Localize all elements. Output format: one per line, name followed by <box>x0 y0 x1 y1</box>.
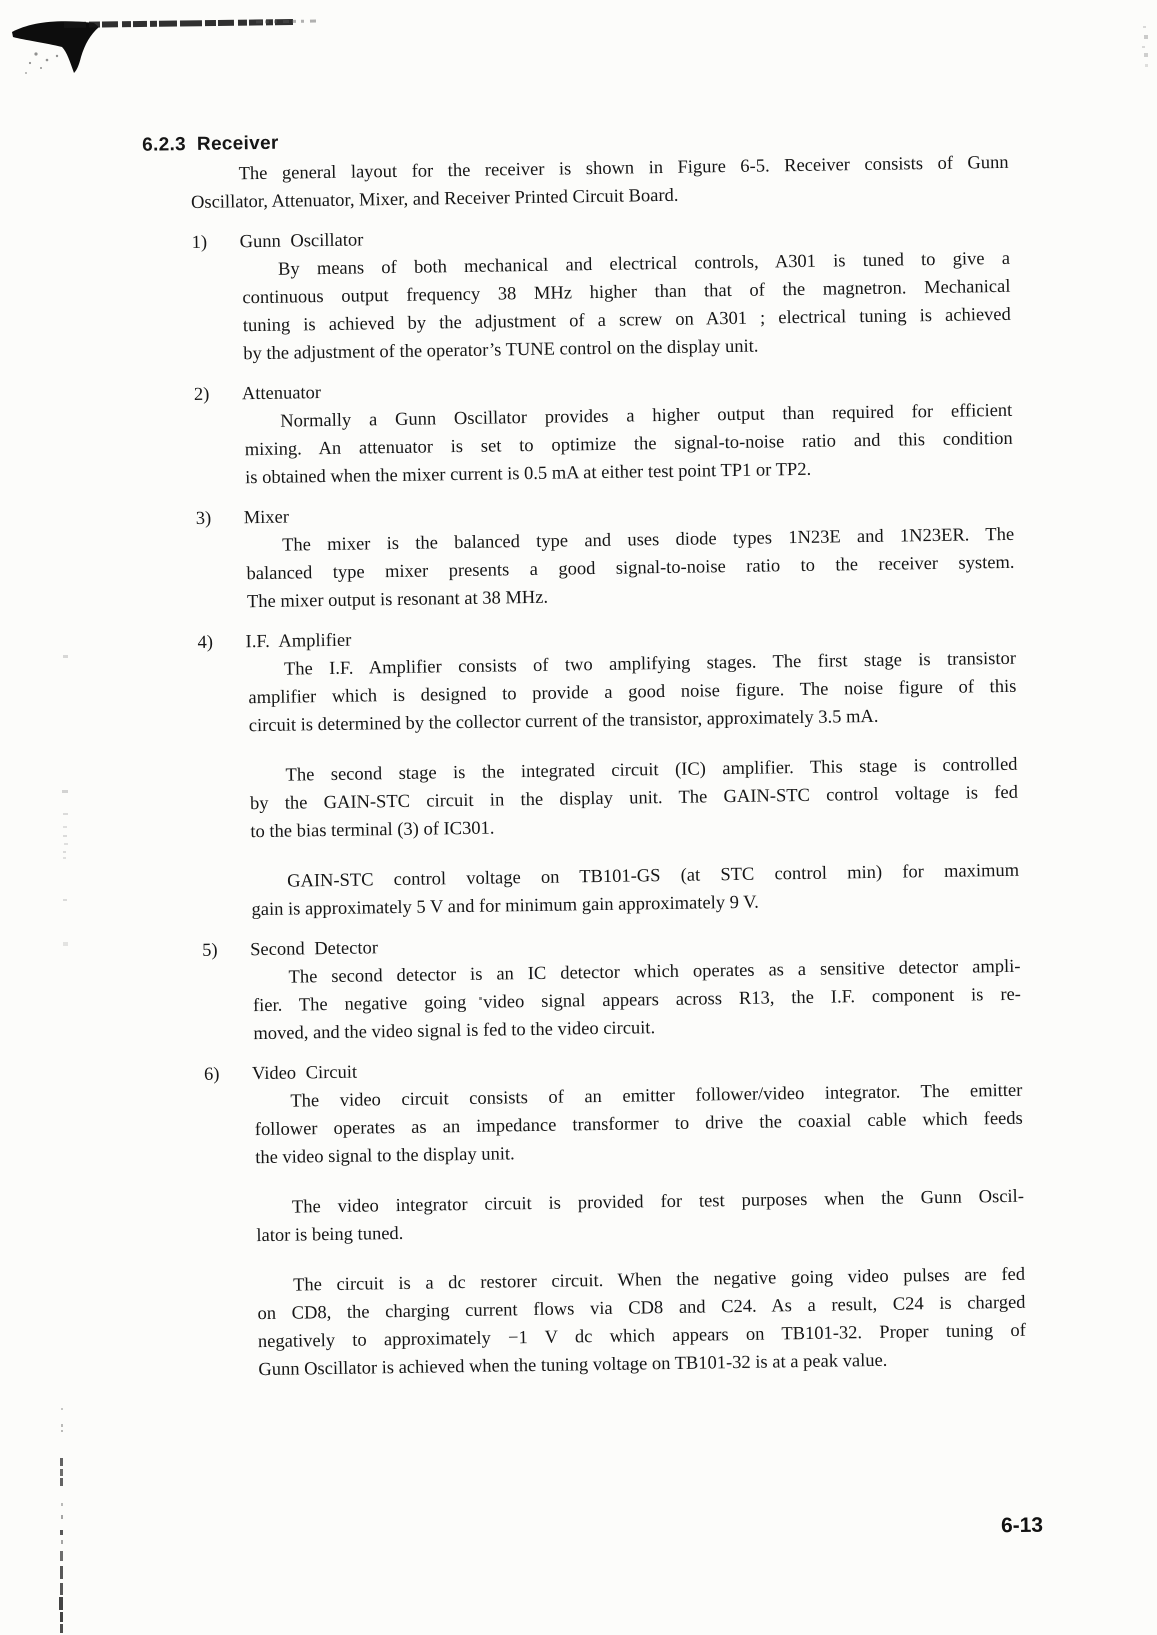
list-item-title: Mixer <box>243 507 290 529</box>
text-line: mixing. An attenuator is set to optimize the signal-to-noise ratio and this condition <box>244 428 1013 461</box>
text-line: tuning is achieved by the adjustment of a screw on A301 ; electrical tuning is achieved <box>242 304 1011 337</box>
text-line: The mixer output is resonant at 38 MHz. <box>246 587 549 613</box>
text-line: balanced type mixer presents a good signal-to-noise ratio to the receiver system. <box>246 552 1015 585</box>
text-line: The mixer is the balanced type and uses diode types 1N23E and 1N23ER. The <box>282 524 1015 556</box>
text-line: The general layout for the receiver is shown in Figure 6-5. Receiver consists of Gunn <box>238 152 1009 185</box>
text-line: amplifier which is designed to provide a good noise figure. The noise figure of this <box>248 676 1017 709</box>
text-line: follower operates as an impedance transformer to drive the coaxial cable which feeds <box>254 1108 1023 1141</box>
text-line: moved, and the video signal is fed to the video circuit. <box>253 1018 656 1045</box>
text-line: The second stage is the integrated circuit (IC) amplifier. This stage is controlled <box>285 754 1018 786</box>
text-line: The circuit is a dc restorer circuit. When the negative going video pulses are fed <box>292 1264 1026 1296</box>
paragraph <box>251 857 1020 924</box>
list-item <box>204 1049 1029 1385</box>
text-line: lator is being tuned. <box>256 1223 404 1247</box>
text-line: on CD8, the charging current flows via CD8 and C24. As a result, C24 is charged <box>257 1292 1026 1325</box>
list-item-title: Attenuator <box>241 383 322 405</box>
paragraph <box>242 245 1012 368</box>
paragraph <box>248 645 1017 740</box>
text-line: The video integrator circuit is provided for test purposes when the Gunn Oscil- <box>291 1186 1025 1218</box>
list-item-title: Gunn Oscillator <box>239 230 364 253</box>
paragraph <box>244 397 1013 492</box>
text-line: is obtained when the mixer current is 0.5 mA at either test point TP1 or TP2. <box>245 459 812 489</box>
text-line: by the adjustment of the operator’s TUNE control on the display unit. <box>243 336 759 365</box>
list-item-title: Second Detector <box>250 938 379 961</box>
paragraph <box>257 1261 1027 1384</box>
text-line: The video circuit consists of an emitter follower/video integrator. The emitter <box>290 1080 1023 1112</box>
list-item-body <box>246 521 1015 616</box>
text-line: the video signal to the display unit. <box>255 1144 515 1169</box>
list-item-number: 3) <box>195 508 212 529</box>
list-item-title: I.F. Amplifier <box>245 630 352 653</box>
list-item-number: 6) <box>203 1064 220 1085</box>
paragraph <box>254 1077 1023 1172</box>
list-item-body <box>242 245 1012 368</box>
text-line: fier. The negative going video signal appears across R13, the I.F. component is re- <box>252 984 1022 1017</box>
text-line: circuit is determined by the collector current of the transistor, approximately 3.5 mA. <box>248 706 879 737</box>
list-item <box>197 617 1021 925</box>
text-line: The second detector is an IC detector which operates as a sensitive detector ampli- <box>288 956 1021 988</box>
page-content <box>142 119 1029 1385</box>
section-title: Receiver <box>196 132 279 155</box>
paragraph <box>256 1183 1025 1250</box>
page-number: 6-13 <box>1000 1513 1044 1538</box>
list-item-number: 4) <box>197 632 214 653</box>
list-item-title: Video Circuit <box>251 1062 358 1085</box>
text-line: The I.F. Amplifier consists of two amplifying stages. The first stage is transistor <box>283 648 1017 680</box>
list-item-number: 2) <box>193 384 210 405</box>
scan-smudge-artifact <box>6 10 336 82</box>
paragraph <box>249 751 1018 846</box>
text-line: negatively to approximately −1 V dc which appears on TB101-32. Proper tuning of <box>257 1320 1027 1353</box>
text-line: Oscillator, Attenuator, Mixer, and Receiver Printed Circuit Board. <box>190 185 679 213</box>
text-line: Normally a Gunn Oscillator provides a higher output than required for efficient <box>280 400 1013 432</box>
paragraph <box>190 149 1009 217</box>
list-item-body <box>254 1077 1026 1384</box>
text-line: continuous output frequency 38 MHz higher than that of the magnetron. Mechanical <box>242 276 1011 309</box>
text-line: Gunn Oscillator is achieved when the tuning voltage on TB101-32 is at a peak value. <box>258 1350 888 1381</box>
list-item <box>202 925 1024 1049</box>
list-item <box>191 217 1013 369</box>
list-item <box>194 369 1016 493</box>
list-item-number: 1) <box>191 232 208 253</box>
list-item-body <box>244 397 1013 492</box>
list-item-body <box>248 645 1020 924</box>
paragraph <box>252 953 1021 1048</box>
list-item-body <box>252 953 1021 1048</box>
scan-speck-artifact <box>1141 26 1151 71</box>
text-line: gain is approximately 5 V and for minimum gain approximately 9 V. <box>251 892 759 921</box>
paragraph <box>246 521 1015 616</box>
section-number: 6.2.3 <box>142 134 187 156</box>
numbered-list <box>191 217 1028 1385</box>
text-line: By means of both mechanical and electrical controls, A301 is tuned to give a <box>277 248 1011 280</box>
text-line: by the GAIN-STC circuit in the display unit. The GAIN-STC control voltage is fed <box>249 782 1019 815</box>
text-line: to the bias terminal (3) of IC301. <box>250 818 495 843</box>
scan-binding-marks <box>59 0 67 1635</box>
list-item-number: 5) <box>202 940 218 961</box>
list-item <box>196 493 1018 617</box>
text-line: GAIN-STC control voltage on TB101-GS (at STC control min) for maximum <box>286 860 1020 892</box>
intro-paragraph <box>190 149 1009 217</box>
